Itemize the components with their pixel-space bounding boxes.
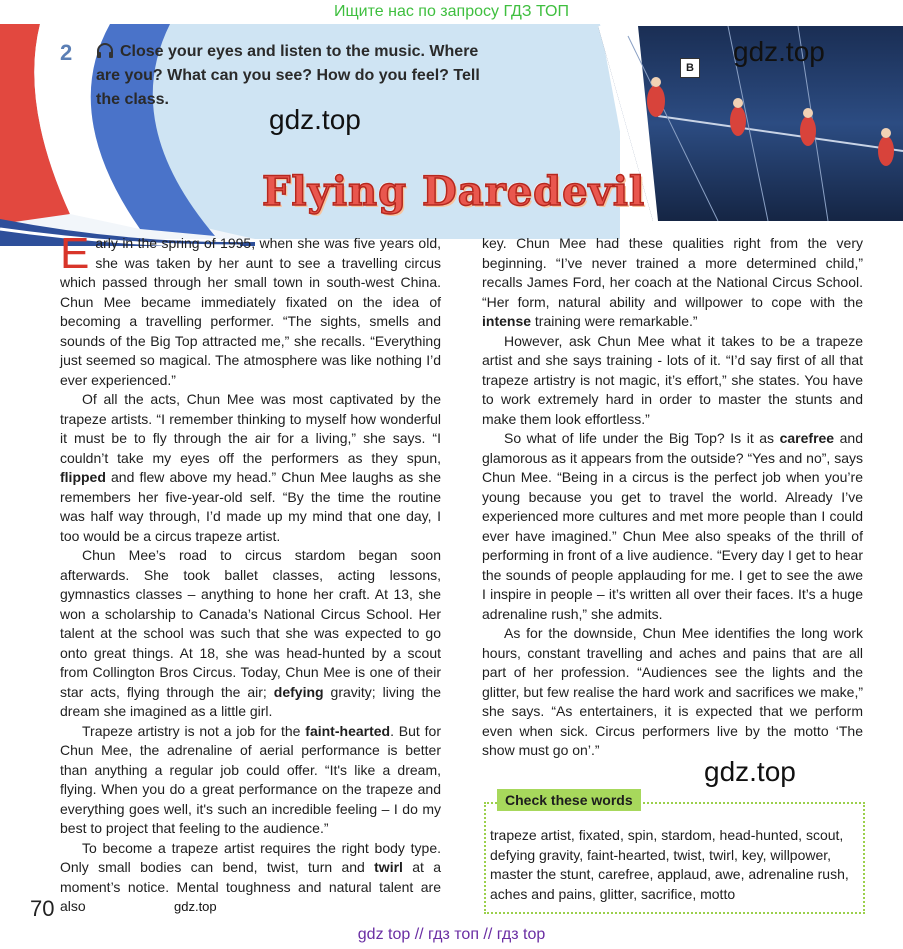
headphones-icon (96, 42, 114, 58)
paragraph: Chun Mee’s road to circus stardom began soon afterwards. She took ballet classes, acting lessons, gymnastics classes – anything to hone her craft. At 13, she won a scholarship to Canada’s National Circus School. Her talent at the school was such that she was expected to go onto great things. At 18, she was head-hunted by a scout from Collington Bros Circus. Today, Chun Mee is one of their star acts, flying through the air; defying gravity; living the dream she imagined as a little girl. (60, 547, 441, 719)
bottom-banner: gdz top // гдз топ // гдз top (357, 926, 546, 943)
keyword: flipped (60, 469, 106, 485)
paragraph: However, ask Chun Mee what it takes to be a trapeze artist and she says training - lots of it. “I’d say first of all that trapeze artistry is not magic, it’s effort,” she states. You have to work extremely hard in order to master the stunts and make them look effortless.” (482, 332, 863, 427)
task-number: 2 (60, 40, 73, 65)
article-column-right (482, 234, 863, 761)
paragraph: Trapeze artistry is not a job for the faint-hearted. But for Chun Mee, the adrenaline of aerial performance is better than anything a regular job could offer. “It's like a dream, flying. When you do a great performance on the trapeze and everything goes well, it's such an incredible feeling – I do my best to project that feeling to the audience.” (60, 722, 441, 836)
watermark: gdz.top (704, 756, 796, 787)
top-banner: Ищите нас по запросу ГДЗ ТОП (334, 3, 569, 20)
task-text-block (96, 40, 506, 112)
keyword: twirl (374, 859, 403, 875)
page-number: 70 (30, 896, 55, 921)
paragraph: To become a trapeze artist requires the right body type. Only small bodies can bend, twist, turn and twirl at a moment’s notice. Mental toughness and natural talent are also (60, 839, 441, 914)
keyword: faint-hearted (305, 722, 391, 739)
paragraph-text: arly in the spring of 1995, when she was five years old, she was taken by her aunt to see a travelling circus which passed through her small town in south-west China. Chun Mee became immediately fixated on the idea of becoming a travelling performer. “The sights, smells and sounds of the Big Top attracted me,” she recalls. “Everything just seemed so magical. The atmosphere was like nothing I’d ever experienced.” (60, 235, 441, 388)
photo-label: B (680, 58, 700, 78)
watermark: gdz.top (174, 899, 217, 914)
paragraph: So what of life under the Big Top? Is it as carefree and glamorous as it appears from the outside? “Yes and no”, says Chun Mee. “Being in a circus is the perfect job when you’re young because you get to travel the world. Already I’ve experienced more cultures and met more people than I could ever have imagined.” Chun Mee also speaks of the thrill of performing in front of a live audience. “Every day I get to hear the sounds of people applauding for me. I get to see the awe I inspire in people – it’s written all over their faces. It’s a huge adrenaline rush,” she admits. (482, 430, 864, 622)
watermark: gdz.top (269, 104, 361, 135)
paragraph: key. Chun Mee had these qualities right from the very beginning. “I’ve never trained a more determined child,” recalls James Ford, her coach at the National Circus School. “Her form, natural ability and willpower to cope with the intense training were remarkable.” (482, 235, 863, 329)
keyword: defying (273, 683, 324, 700)
drop-cap: E (60, 229, 90, 278)
article-title: Flying Daredevil (262, 168, 646, 215)
check-words-heading: Check these words (497, 789, 641, 811)
paragraph: As for the downside, Chun Mee identifies the long work hours, constant travelling and aches and pains that are all part of her profession. “Audiences see the lights and the glitter, but few realise the hard work and sacrifices we make,” she says. “As entertainers, it is expected that we perform even when sick. Circus performers live by the motto ‘The show must go on’.” (482, 625, 863, 758)
check-words-list: trapeze artist, fixated, spin, stardom, head-hunted, scout, defying gravity, faint-hearted, twist, twirl, key, willpower, master the stunt, carefree, applaud, awe, adrenaline rush, aches and pains, glitter, sacrifice, motto (490, 827, 849, 902)
keyword: carefree (779, 430, 835, 446)
task-instructions: Close your eyes and listen to the music. Where are you? What can you see? How do you feel? Tell the class. (96, 43, 480, 108)
article-column-left (60, 229, 441, 917)
paragraph (60, 229, 441, 390)
keyword: intense (482, 313, 532, 329)
watermark: gdz.top (733, 36, 825, 67)
paragraph: Of all the acts, Chun Mee was most captivated by the trapeze artists. “I remember thinking to myself how wonderful it must be to fly through the air for a living,” she says. “I couldn’t take my eyes off the performers as they spun, flipped and flew above my head.” Chun Mee laughs as she remembers her five-year-old self. “By the time the routine was half way through, I’d made up my mind that one day, I too would be a circus trapeze artist. (60, 391, 441, 544)
